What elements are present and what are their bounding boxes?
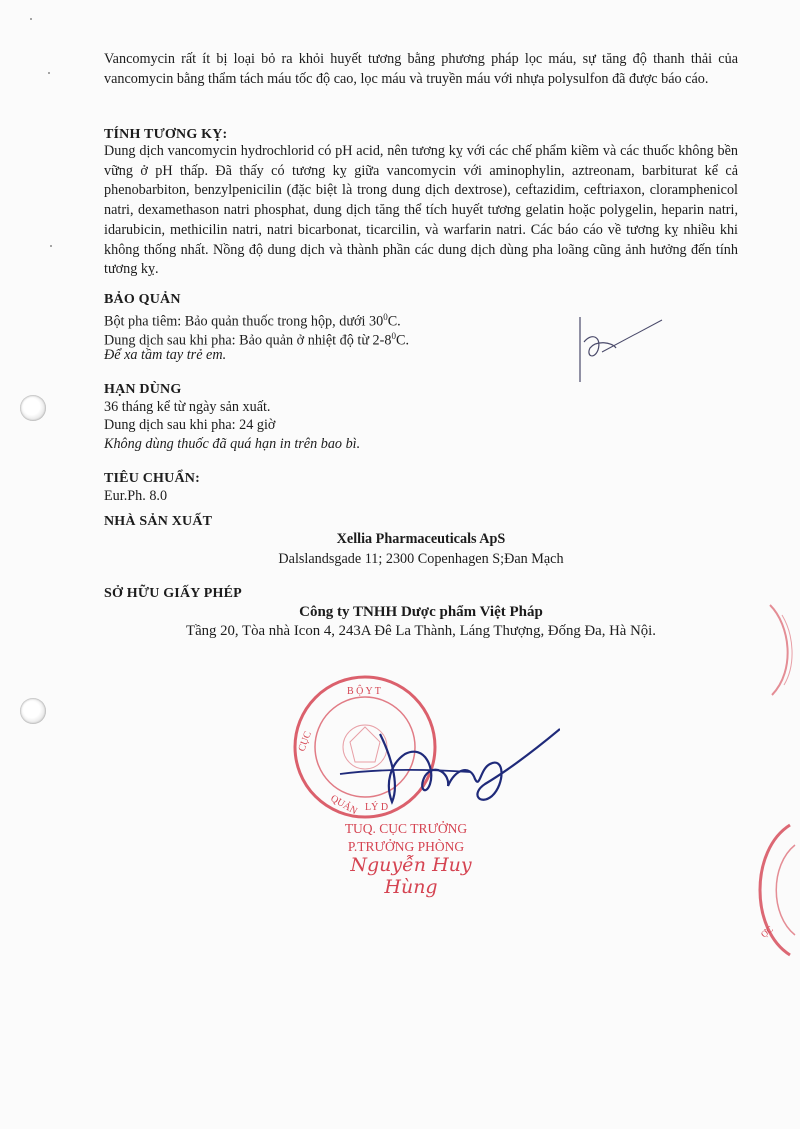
storage-line-2-unit: C.	[395, 332, 409, 349]
standard-value: Eur.Ph. 8.0	[104, 488, 168, 504]
standard-heading: TIÊU CHUẨN:	[104, 471, 200, 486]
expiry-heading: HẠN DÙNG	[104, 382, 182, 397]
storage-line-1-text: Bột pha tiêm: Bảo quản thuốc trong hộp, dưới 30	[104, 313, 384, 330]
compat-heading: TÍNH TƯƠNG KỴ:	[104, 127, 228, 142]
scan-speck	[48, 72, 50, 74]
license-holder-name: Công ty TNHH Dược phẩm Việt Pháp	[299, 604, 543, 620]
storage-line-2-text: Dung dịch sau khi pha: Bảo quản ở nhiệt độ từ 2-8	[104, 332, 392, 349]
manufacturer-name: Xellia Pharmaceuticals ApS	[336, 531, 506, 547]
storage-warning: Để xa tầm tay trẻ em.	[104, 347, 227, 363]
scan-speck	[30, 18, 32, 20]
intro-paragraph: Vancomycin rất ít bị loại bỏ ra khỏi huyết tương bằng phương pháp lọc máu, sự tăng độ thanh thải của vancomycin bằng thẩm tách máu tốc độ cao, lọc máu và truyền máu với nhựa polysulfon đã được báo cáo.	[104, 51, 738, 87]
expiry-line-2: Dung dịch sau khi pha: 24 giờ	[104, 417, 276, 433]
partial-stamp-right-top	[760, 600, 800, 700]
signature-title-2: P.TRƯỞNG PHÒNG	[347, 839, 465, 854]
manufacturer-heading: NHÀ SẢN XUẤT	[104, 514, 213, 529]
signature-title-1: TUQ. CỤC TRƯỞNG	[344, 821, 468, 836]
signature-block	[290, 672, 530, 898]
expiry-line-1: 36 tháng kể từ ngày sản xuất.	[104, 399, 271, 415]
handwritten-signature	[330, 724, 560, 814]
expiry-warning: Không dùng thuốc đã quá hạn in trên bao bì.	[104, 436, 361, 452]
svg-text:QUẢN: QUẢN	[328, 793, 360, 818]
manufacturer-address: Dalslandsgade 11; 2300 Copenhagen S;Đan Mạch	[278, 551, 564, 567]
storage-line-1-sup: 0	[383, 312, 388, 322]
signer-name: Nguyễn Huy Hùng	[350, 854, 472, 898]
license-holder-address: Tầng 20, Tòa nhà Icon 4, 243A Đê La Thành, Láng Thượng, Đống Đa, Hà Nội.	[186, 623, 656, 639]
compat-paragraph: Dung dịch vancomycin hydrochlorid có pH acid, nên tương kỵ với các chế phẩm kiềm và các thuốc không bền vững ở pH thấp. Đã thấy có tương kỵ giữa vancomycin với aminophylin, aztreonam, barbiturat kể cả phenobarbiton, benzylpenicilin (đặc biệt là trong dung dịch dextrose), ceftazidim, ceftriaxon, cloramphenicol natri, dexamethason natri phosphat, dung dịch tăng thể tích huyết tương gelatin hoặc polygelin, heparin natri, idarubicin, methicilin natri, natri bicarbonat, ticarcilin, và warfarin natri. Các báo cáo về tương kỵ nhiều khi không thống nhất. Nồng độ dung dịch và thành phần các dung dịch dùng pha loãng cũng ảnh hưởng đến tính tương kỵ.	[104, 143, 738, 278]
punch-hole-bottom	[20, 698, 46, 724]
initials-mark	[572, 312, 672, 392]
svg-text:CỤC: CỤC	[296, 729, 314, 754]
license-heading: SỞ HỮU GIẤY PHÉP	[104, 586, 242, 601]
svg-text:B Ộ Y T: B Ộ Y T	[347, 686, 381, 697]
storage-line-1-unit: C.	[387, 313, 401, 330]
storage-line-2-sup: 0	[391, 331, 396, 341]
partial-stamp-right-bottom	[740, 820, 800, 960]
svg-text:ỢC: ỢC	[758, 923, 775, 940]
punch-hole-top	[20, 395, 46, 421]
svg-text:LÝ D: LÝ D	[365, 802, 389, 813]
scan-speck	[50, 245, 52, 247]
storage-heading: BẢO QUẢN	[104, 292, 181, 307]
